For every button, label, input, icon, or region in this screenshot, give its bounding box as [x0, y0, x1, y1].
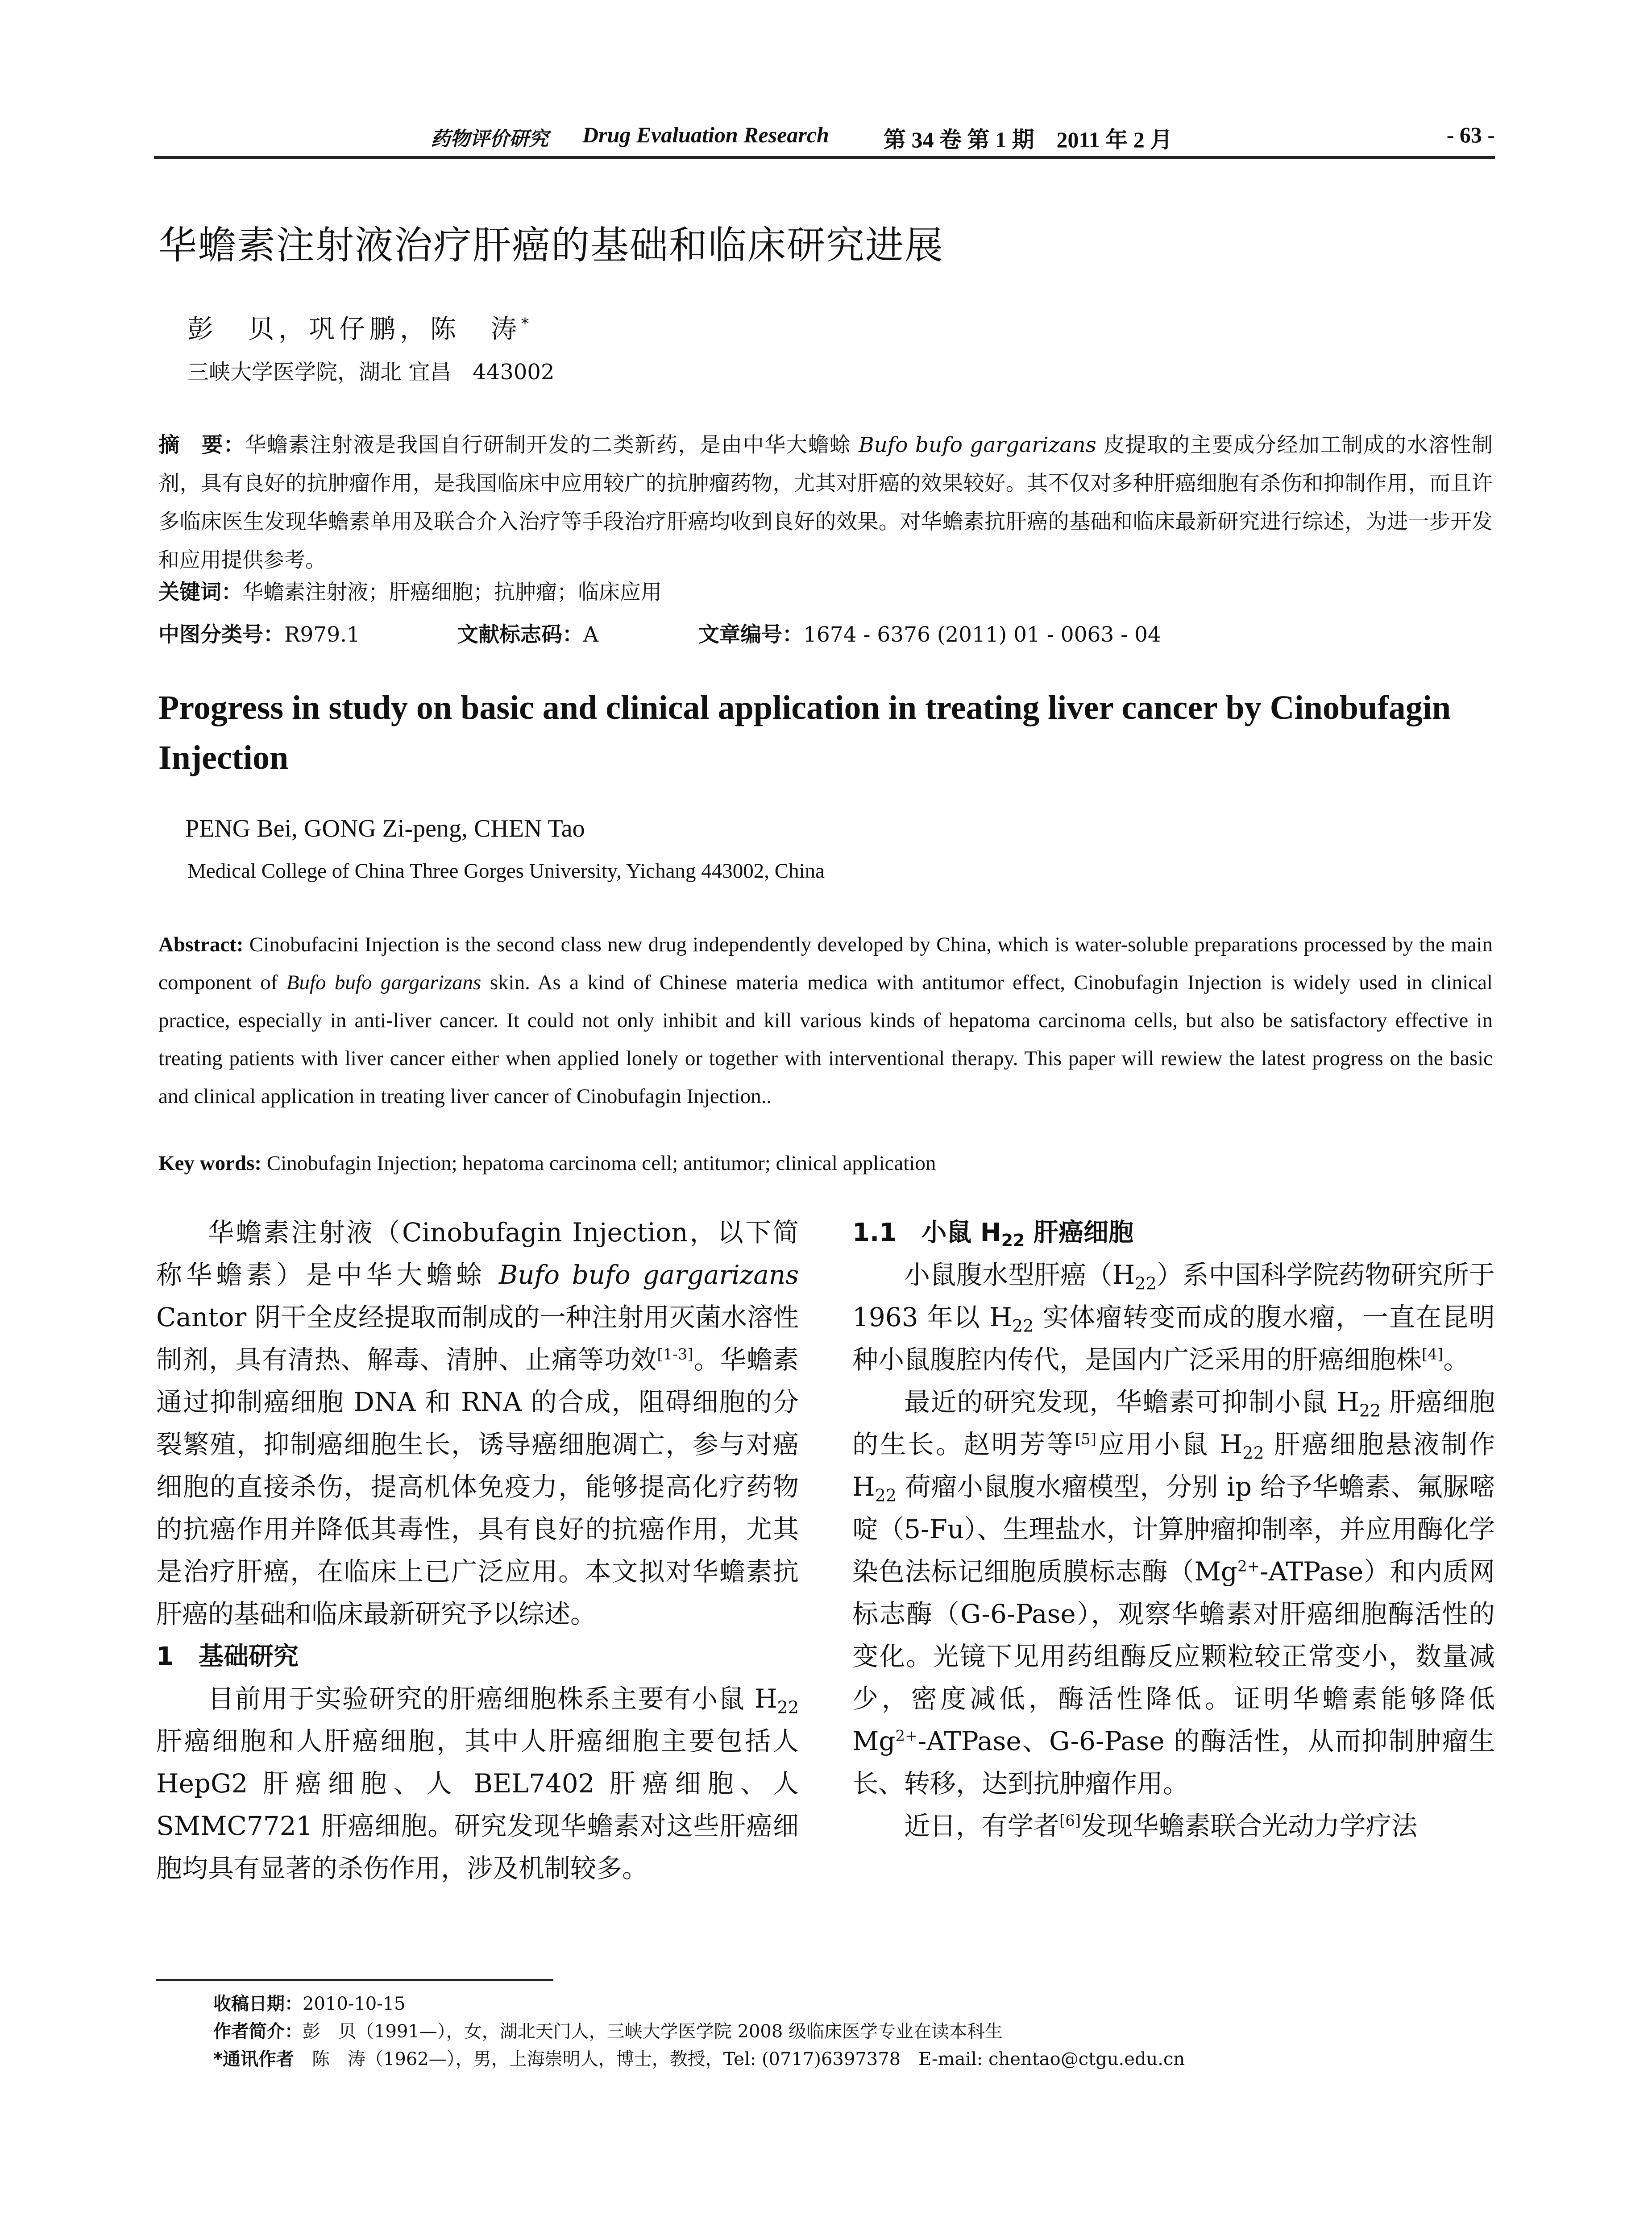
clc-value: R979.1: [284, 622, 360, 647]
keywords-en: [158, 1151, 936, 1175]
intro-paragraph: 华蟾素注射液（Cinobufagin Injection，以下简称华蟾素）是中华大蟾蜍 Bufo bufo gargarizans Cantor 阴干全皮经提取而制成的一种注射用灭菌水溶性制剂，具有清热、解毒、清肿、止痛等功效[1-3]。华蟾素通过抑制癌细胞 DNA 和 RNA 的合成，阻碍细胞的分裂繁殖，抑制癌细胞生长，诱导癌细胞凋亡，参与对癌细胞的直接杀伤，提高机体免疫力，能够提高化疗药物的抗癌作用并降低其毒性，具有良好的抗癌作用，尤其是治疗肝癌，在临床上已广泛应用。本文拟对华蟾素抗肝癌的基础和临床最新研究予以综述。: [156, 1217, 799, 1629]
doc-value: A: [583, 622, 598, 647]
section-heading-1-1: 1.1 小鼠 $H_{22}$ 肝癌细胞: [852, 1218, 1133, 1251]
abstract-cn-label: 摘 要：: [158, 433, 245, 457]
body-column-right: [852, 1211, 1495, 1847]
latin-name: Bufo bufo gargarizans: [498, 1260, 799, 1290]
clc-number: [158, 618, 360, 648]
keywords-en-label: Key words:: [158, 1152, 262, 1175]
article-value: 1674 - 6376 (2011) 01 - 0063 - 04: [803, 622, 1161, 647]
recent-study-paragraph: 最近的研究发现，华蟾素可抑制小鼠 $H_{22}$ 肝癌细胞的生长。赵明芳等[5]应用小鼠 $H_{22}$ 肝癌细胞悬液制作 $H_{22}$ 荷瘤小鼠腹水瘤模型，分别 ip 给予华蟾素、氟脲嘧啶（5-Fu）、生理盐水，计算肿瘤抑制率，并应用酶化学染色法标记细胞质膜标志酶$(Mg^{2+}-ATPase)$和内质网标志酶（G-6-Pase），观察华蟾素对肝癌细胞酶活性的变化。光镜下见用药组酶反应颗粒较正常变小，数量减少，密度减低，酶活性降低。证明华蟾素能够降低 $Mg^{2+}$-ATPase、G-6-Pase 的酶活性，从而抑制肿瘤生长、转移，达到抗肿瘤作用。: [852, 1387, 1495, 1799]
h22-description-paragraph: 小鼠腹水型肝癌$(H_{22})$系中国科学院药物研究所于 1963 年以 $H_{22}$ 实体瘤转变而成的腹水瘤，一直在昆明种小鼠腹腔内传代，是国内广泛采用的肝癌细胞株[4]。: [852, 1260, 1495, 1375]
abstract-en-label: Abstract:: [158, 933, 244, 956]
footnote-author-bio: 作者简介：彭 贝（1991—），女，湖北天门人，三峡大学医学院 2008 级临床医学专业在读本科生: [213, 2021, 1003, 2042]
title-cn: 华蟾素注射液治疗肝癌的基础和临床研究进展: [158, 223, 944, 268]
doc-label: 文献标志码：: [457, 622, 583, 647]
section-1-paragraph: 目前用于实验研究的肝癌细胞株系主要有小鼠 $H_{22}$ 肝癌细胞和人肝癌细胞，其中人肝癌细胞主要包括人 HepG2 肝癌细胞、人 BEL7402 肝癌细胞、人 SMMC7721 肝癌细胞。研究发现华蟾素对这些肝癌细胞均具有显著的杀伤作用，涉及机制较多。: [156, 1684, 799, 1883]
keywords-cn: [158, 576, 662, 605]
abstract-cn: [158, 426, 1493, 580]
journal-logo: 药物评价研究: [431, 128, 548, 150]
document-code: [457, 618, 598, 648]
citation-ref: [5]: [1075, 1430, 1097, 1448]
abstract-cn-text-2: 皮提取的主要成分经加工制成的水溶性制剂，具有良好的抗肿瘤作用，是我国临床中应用较广的抗肿瘤药物，尤其对肝癌的效果较好。其不仅对多种肝癌细胞有杀伤和抑制作用，而且许多临床医生发现华蟾素单用及联合介入治疗等手段治疗肝癌均收到良好的效果。对华蟾素抗肝癌的基础和临床最新研究进行综述，为进一步开发和应用提供参考。: [158, 433, 1493, 572]
abstract-en-text: Cinobufacini Injection is the second class new drug independently developed by China, which is water-soluble preparations processed by the main component of: [158, 933, 1493, 994]
abstract-cn-text: 华蟾素注射液是我国自行研制开发的二类新药，是由中华大蟾蜍: [245, 433, 859, 457]
authors-en: PENG Bei, GONG Zi-peng, CHEN Tao: [185, 815, 585, 842]
title-en: Progress in study on basic and clinical application in treating liver cancer by Cinobufagin Injection: [158, 689, 1451, 776]
page-number: - 63 -: [1446, 122, 1495, 147]
footnotes: [213, 1990, 1185, 2073]
journal-name: Drug Evaluation Research: [582, 122, 829, 147]
citation-ref: [1-3]: [657, 1345, 693, 1364]
abstract-en: [158, 926, 1493, 1116]
article-label: 文章编号：: [698, 622, 803, 647]
section-heading-1: 1 基础研究: [156, 1642, 299, 1671]
abstract-en-text-2: skin. As a kind of Chinese materia medica with antitumor effect, Cinobufagin Injection is widely used in clinical practice, especially in anti-liver cancer. It could not only inhibit and kill various kinds of hepatoma carcinoma cells, but also be satisfactory effective in treating patients with liver cancer either when applied lonely or together with interventional therapy. This paper will rewiew the latest progress on the basic and clinical application in treating liver cancer of Cinobufagin Injection..: [158, 971, 1493, 1108]
running-header: [154, 114, 1495, 159]
footnote-corresponding: *通讯作者 陈 涛（1962—），男，上海崇明人，博士，教授，Tel: (0717)6397378 E-mail: chentao@ctgu.edu.cn: [213, 2049, 1185, 2069]
abstract-en-latin: Bufo bufo gargarizans: [286, 971, 481, 994]
body-column-left: [156, 1211, 799, 1890]
keywords-cn-label: 关键词：: [158, 580, 242, 605]
keywords-en-text: Cinobufagin Injection; hepatoma carcinoma cell; antitumor; clinical application: [261, 1152, 936, 1175]
corresponding-mark: *: [521, 315, 529, 333]
footnote-divider: [156, 1979, 553, 1981]
citation-ref: [4]: [1422, 1345, 1444, 1364]
footnote-received: 收稿日期：2010-10-15: [213, 1994, 406, 2014]
authors-cn-names: 彭 贝，巩仔鹏，陈 涛: [187, 314, 522, 344]
continuing-paragraph: 近日，有学者[6]发现华蟾素联合光动力学疗法: [904, 1811, 1418, 1841]
keywords-cn-text: 华蟾素注射液；肝癌细胞；抗肿瘤；临床应用: [242, 580, 662, 605]
authors-cn: [187, 308, 529, 345]
affiliation-cn: 三峡大学医学院，湖北 宜昌 443002: [187, 360, 555, 385]
affiliation-en: Medical College of China Three Gorges University, Yichang 443002, China: [187, 859, 825, 883]
abstract-cn-latin: Bufo bufo gargarizans: [858, 433, 1096, 457]
article-number: [698, 618, 1161, 648]
issue-info: 第 34 卷 第 1 期 2011 年 2 月: [884, 127, 1173, 152]
clc-label: 中图分类号：: [158, 622, 284, 647]
citation-ref: [6]: [1059, 1812, 1081, 1830]
